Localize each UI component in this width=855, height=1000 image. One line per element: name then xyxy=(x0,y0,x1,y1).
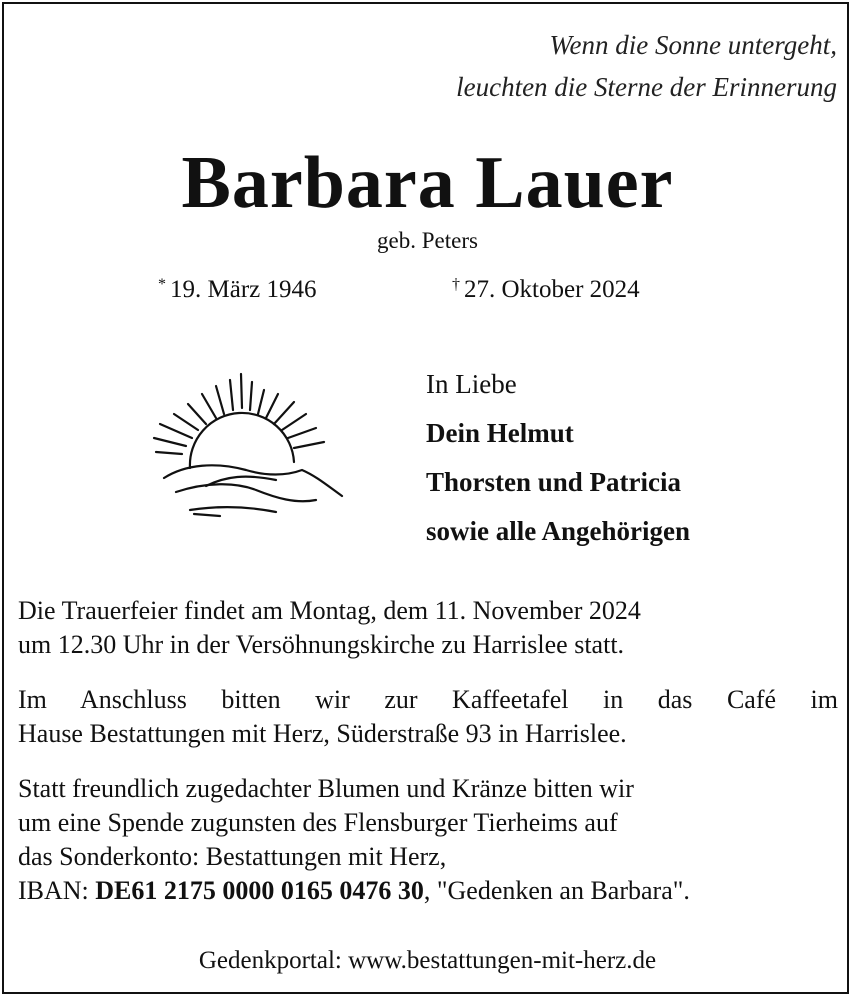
iban-line xyxy=(18,874,838,908)
ceremony-line-1: Die Trauerfeier findet am Montag, dem 11. November 2024 xyxy=(18,596,641,625)
mourners xyxy=(426,360,690,556)
reception-paragraph xyxy=(18,683,838,751)
motto-line-1: Wenn die Sonne untergeht, xyxy=(549,30,837,60)
reception-line-1: Im Anschluss bitten wir zur Kaffeetafel in das Café im xyxy=(18,685,838,714)
mourner-3: sowie alle Angehörigen xyxy=(426,516,690,546)
cross-icon: † xyxy=(452,276,460,293)
iban-label: IBAN: xyxy=(18,876,96,905)
ceremony-line-2: um 12.30 Uhr in der Versöhnungskirche zu Harrislee statt. xyxy=(18,630,625,659)
mourner-2: Thorsten und Patricia xyxy=(426,467,682,497)
iban-number: DE61 2175 0000 0165 0476 30 xyxy=(95,876,424,905)
death-date-line xyxy=(452,268,640,307)
sunset-over-hills-icon xyxy=(146,366,346,526)
death-date: 27. Oktober 2024 xyxy=(464,276,640,303)
mourners-intro: In Liebe xyxy=(426,369,517,399)
ceremony-paragraph xyxy=(18,594,838,662)
memorial-portal-link[interactable]: Gedenkportal: www.bestattungen-mit-herz.de xyxy=(198,947,657,974)
donation-reference: , "Gedenken an Barbara". xyxy=(423,876,690,905)
motto xyxy=(456,24,837,108)
motto-line-2: leuchten die Sterne der Erinnerung xyxy=(456,72,837,102)
birth-date: 19. März 1946 xyxy=(170,276,317,303)
donation-line-3: das Sonderkonto: Bestattungen mit Herz, xyxy=(18,842,447,871)
born-name: geb. Peters xyxy=(377,228,478,253)
birth-date-line xyxy=(158,268,317,307)
deceased-name: Barbara Lauer xyxy=(181,142,674,224)
mourner-1: Dein Helmut xyxy=(426,418,574,448)
donation-line-2: um eine Spende zugunsten des Flensburger Tierheims auf xyxy=(18,808,618,837)
donation-paragraph xyxy=(18,772,838,908)
birth-star-icon: * xyxy=(158,276,166,293)
donation-line-1: Statt freundlich zugedachter Blumen und Kränze bitten wir xyxy=(18,774,634,803)
reception-line-2: Hause Bestattungen mit Herz, Süderstraße 93 in Harrislee. xyxy=(18,719,627,748)
